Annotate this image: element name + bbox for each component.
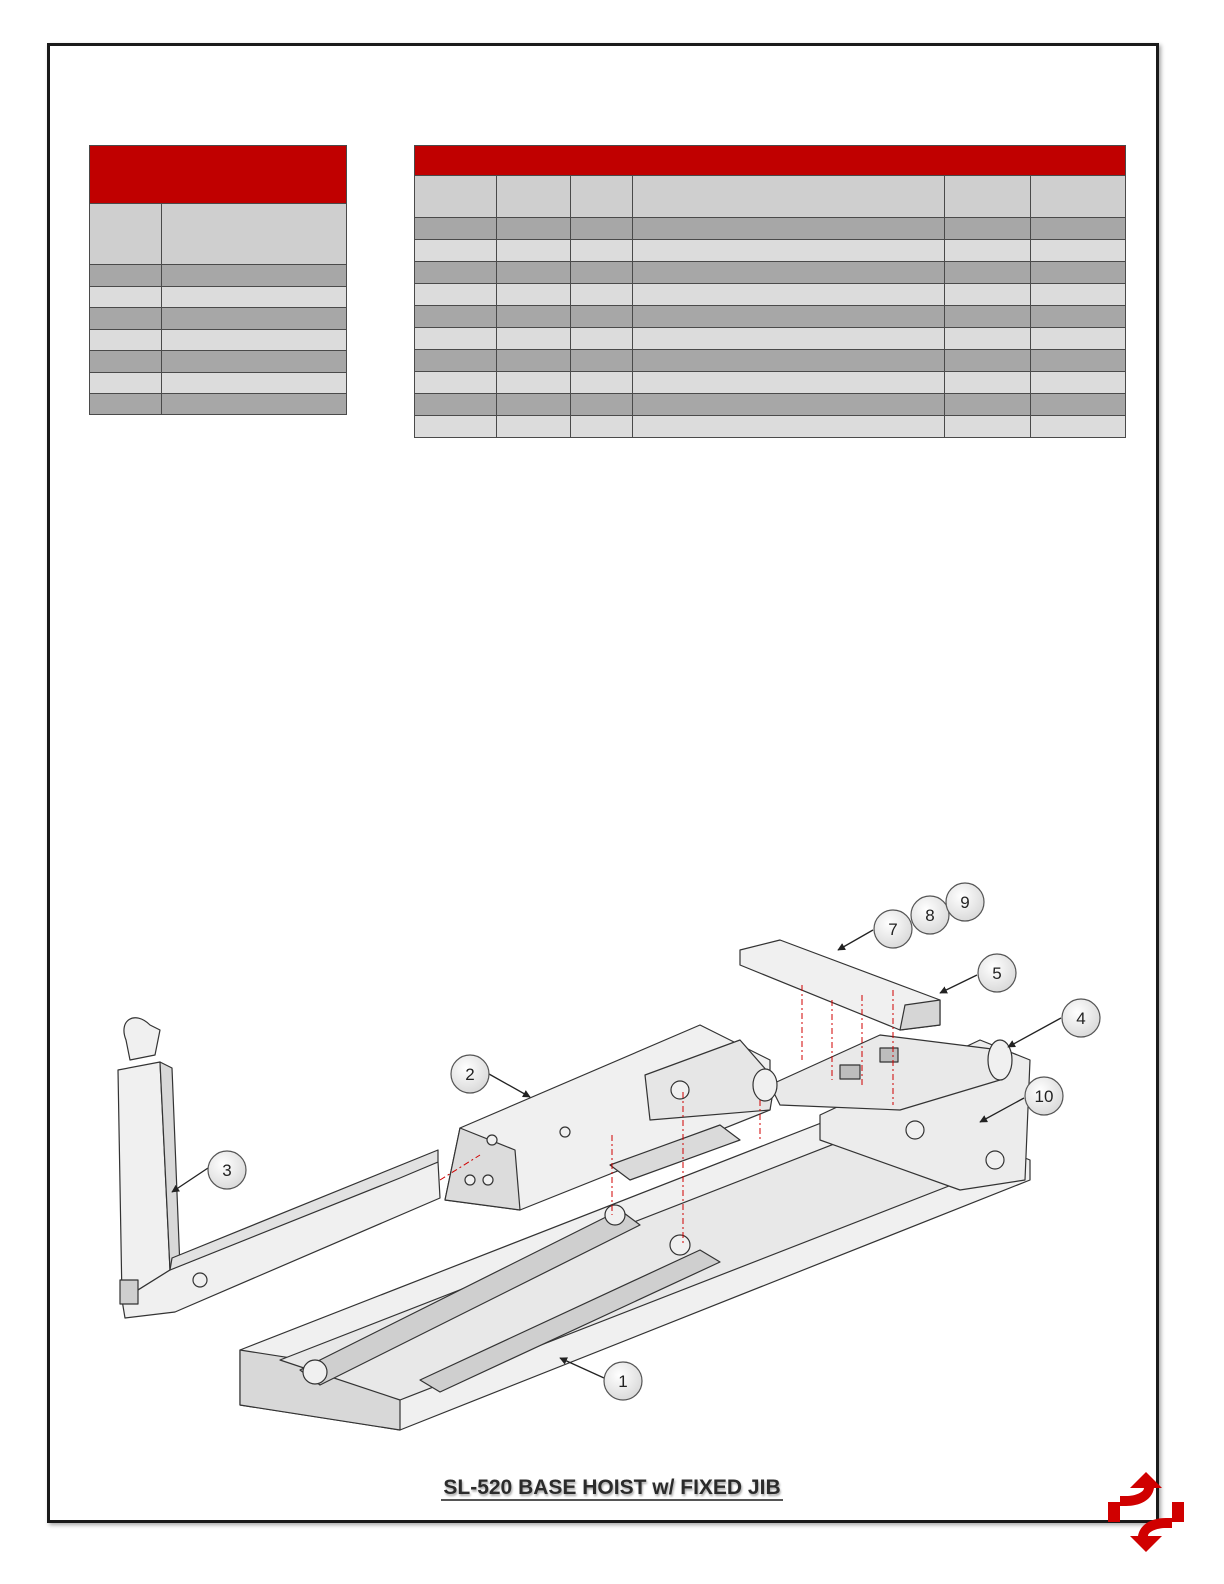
kit-table-header-cell (90, 204, 162, 265)
parts-table-header-cell (633, 176, 945, 218)
table-row (90, 373, 347, 394)
parts-list-table (414, 145, 1126, 438)
table-row (415, 262, 1126, 284)
table-row (90, 265, 347, 287)
table-row (415, 394, 1126, 416)
svg-text:3: 3 (222, 1161, 232, 1180)
parts-table-header-cell (415, 176, 497, 218)
svg-text:4: 4 (1076, 1009, 1086, 1028)
kit-table-header-cell (162, 204, 347, 265)
parts-table-header-cell (1031, 176, 1126, 218)
table-row (415, 218, 1126, 240)
parts-table-header-cell (945, 176, 1031, 218)
kit-table (89, 145, 347, 415)
jib-part (118, 1018, 440, 1318)
hoist-exploded-drawing (100, 870, 1180, 1470)
table-row (90, 308, 347, 330)
callout-10 (1025, 1077, 1063, 1115)
table-row (415, 372, 1126, 394)
table-row (415, 328, 1126, 350)
callout-3 (208, 1151, 246, 1189)
table-row (415, 240, 1126, 262)
parts-table-title-bar (415, 146, 1126, 176)
drawing-title: SL-520 BASE HOIST w/ FIXED JIB (443, 1476, 781, 1499)
svg-text:10: 10 (1034, 1087, 1054, 1106)
table-row (415, 416, 1126, 438)
table-row (415, 306, 1126, 328)
callout-9 (946, 883, 984, 921)
table-row (90, 351, 347, 373)
callout-7 (874, 910, 912, 948)
svg-text:7: 7 (888, 920, 898, 939)
table-row (415, 284, 1126, 306)
table-row (90, 287, 347, 308)
company-logo-icon (1100, 1462, 1192, 1562)
parts-table-header-cell (497, 176, 571, 218)
kit-table-title-bar (90, 146, 347, 204)
svg-text:9: 9 (960, 893, 970, 912)
callout-1 (604, 1362, 642, 1400)
table-row (90, 394, 347, 415)
svg-text:2: 2 (465, 1065, 475, 1084)
svg-text:5: 5 (992, 964, 1002, 983)
rail-part (740, 940, 940, 1030)
callout-2 (451, 1055, 489, 1093)
callout-4 (1062, 999, 1100, 1037)
table-row (415, 350, 1126, 372)
parts-table-header-cell (571, 176, 633, 218)
callout-5 (978, 954, 1016, 992)
callout-8 (911, 896, 949, 934)
svg-text:8: 8 (925, 906, 935, 925)
table-row (90, 330, 347, 351)
svg-text:1: 1 (618, 1372, 628, 1391)
